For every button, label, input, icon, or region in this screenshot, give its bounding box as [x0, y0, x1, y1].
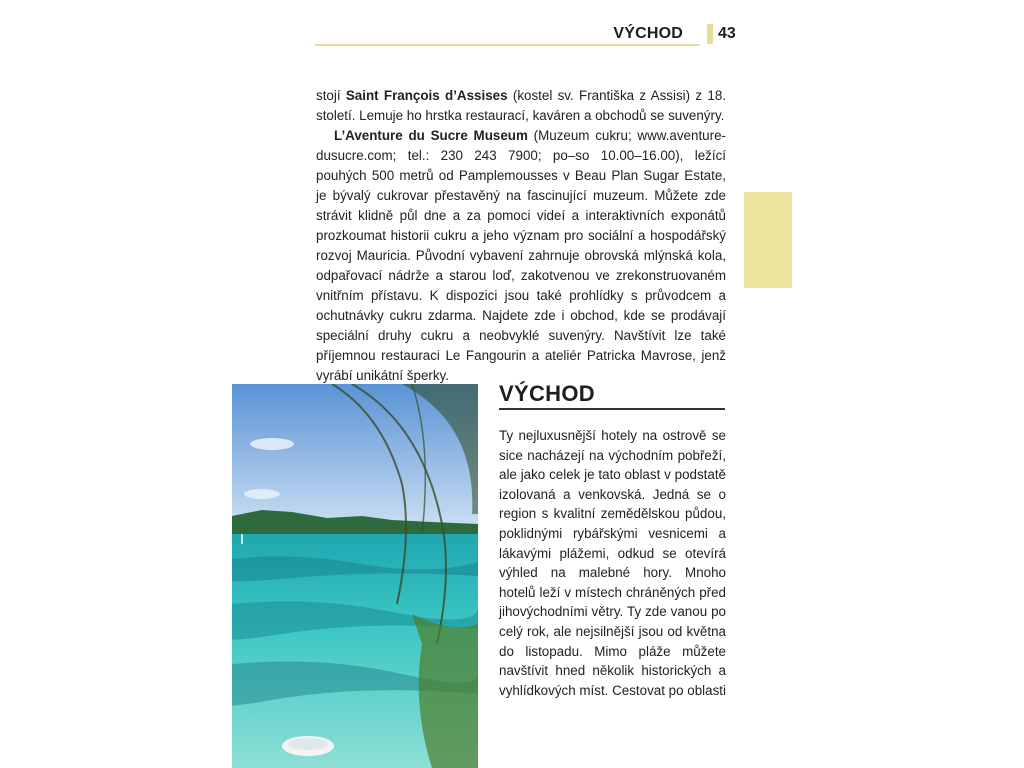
running-header	[315, 22, 735, 48]
section-body-text: Ty nejluxusnější hotely na ostrově se sice nacházejí na východním pobřeží, ale jako celek je tato oblast v podstatě izolovaná a venkovská. Jedná se o region s kvalitní zemědělskou půdou, poklidnými rybářskými vesnicemi a lákavými plážemi, odkud se otevírá výhled na malebné hory. Mnoho hotelů leží v místech chráněných před jihovýchodními větry. Ty zde vanou po celý rok, ale nejsilnější jsou od května do listopadu. Mimo pláže můžete navštívit hned několik historických a vyhlídkových míst. Cestovat po oblasti	[499, 428, 726, 698]
section-heading: VÝCHOD	[499, 381, 595, 406]
paragraph-sugar-museum: L’Aventure du Sucre Museum (Muzeum cukru; www.aventure-dusucre.com; tel.: 230 243 7900; po–so 10.00–16.00), ležící pouhých 500 metrů od Pamplemousses v Beau Plan Sugar Estate, je bývalý cukrovar přestavěný na fascinující muzeum. Můžete zde strávit klidně půl dne a za pomoci videí a interaktivních exponátů prozkoumat historii cukru a jeho význam pro sociální a hospodářský rozvoj Mauricia. Původní vybavení zahrnuje obrovská mlýnská kola, odpařovací nádrže a starou loď, zakotvenou ve zrekonstruovaném vnitřním přístavu. K dispozici jsou také prohlídky s průvodcem a ochutnávky cukru zdarma. Najdete zde i obchod, kde se prodávají speciální druhy cukru a neobvyklé suvenýry. Navštívit lze také příjemnou restauraci Le Fangourin a ateliér Patricka Mavrose, jenž vyrábí unikátní šperky.	[316, 128, 726, 383]
section-heading-rule	[499, 408, 725, 410]
chapter-thumb-tab	[744, 192, 792, 288]
paragraph-saint-francois: stojí Saint François d’Assises (kostel sv. Františka z Assisi) z 18. století. Lemuje ho hrstka restaurací, kaváren a obchodů se suvenýry.	[316, 88, 726, 123]
beach-photo	[232, 384, 478, 768]
place-name-bold: L’Aventure du Sucre Museum	[334, 128, 528, 143]
header-accent-mark	[707, 24, 713, 44]
place-name-bold: Saint François d’Assises	[345, 88, 508, 103]
top-body-text	[316, 86, 726, 386]
header-rule	[315, 44, 700, 46]
header-section-title: VÝCHOD	[613, 25, 683, 42]
page-number: 43	[718, 25, 736, 42]
